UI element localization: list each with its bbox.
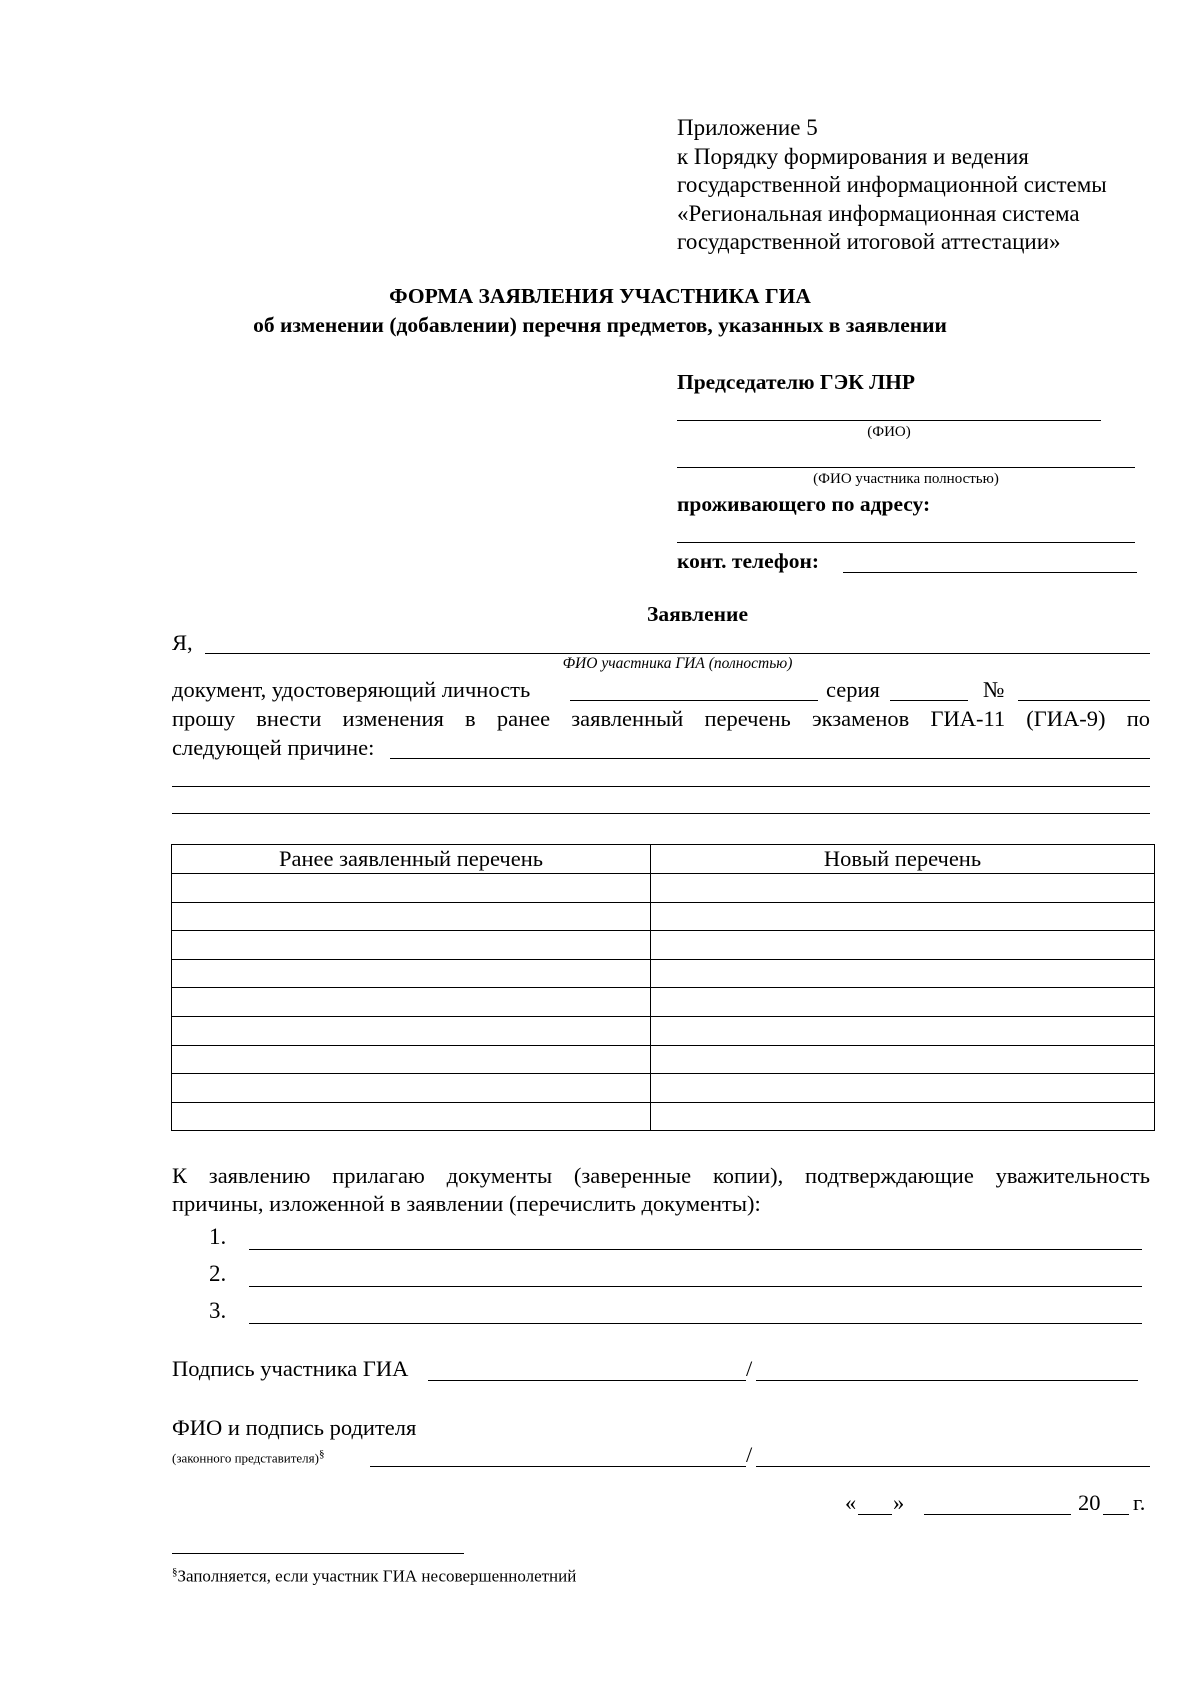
series-field[interactable] bbox=[890, 700, 968, 701]
date-open-quote: « bbox=[845, 1490, 857, 1515]
series-label: серия bbox=[826, 677, 880, 702]
participant-signature-label: Подпись участника ГИА bbox=[172, 1356, 409, 1381]
table-row bbox=[172, 874, 1155, 903]
number-label: № bbox=[983, 677, 1005, 702]
table-cell[interactable] bbox=[651, 1102, 1155, 1131]
reason-field-2[interactable] bbox=[172, 786, 1150, 787]
participant-caption: (ФИО участника полностью) bbox=[813, 471, 999, 487]
form-title: ФОРМА ЗАЯВЛЕНИЯ УЧАСТНИКА ГИА bbox=[389, 284, 811, 308]
table-cell[interactable] bbox=[651, 1016, 1155, 1045]
footnote-separator bbox=[172, 1553, 464, 1554]
reason-label: следующей причине: bbox=[172, 735, 375, 760]
parent-signature-field[interactable] bbox=[370, 1466, 746, 1467]
parent-sub-label bbox=[172, 1448, 324, 1466]
table-cell[interactable] bbox=[651, 988, 1155, 1017]
table-cell[interactable] bbox=[172, 931, 651, 960]
fio-caption: (ФИО) bbox=[867, 424, 911, 440]
footnote-text: Заполняется, если участник ГИА несовершеннолетний bbox=[177, 1566, 577, 1586]
signature-slash: / bbox=[746, 1442, 753, 1467]
form-subtitle: об изменении (добавлении) перечня предметов, указанных в заявлении bbox=[253, 313, 947, 337]
address-label: проживающего по адресу: bbox=[677, 492, 931, 516]
attachment-number: 1. bbox=[209, 1224, 227, 1249]
participant-signature-field[interactable] bbox=[428, 1380, 746, 1381]
parent-sub-label-text: (законного представителя) bbox=[172, 1450, 319, 1466]
table-cell[interactable] bbox=[172, 874, 651, 903]
doc-label: документ, удостоверяющий личность bbox=[172, 677, 531, 702]
chairman-fio-field[interactable] bbox=[677, 420, 1101, 421]
table-header-row bbox=[172, 845, 1155, 874]
statement-fio-caption: ФИО участника ГИА (полностью) bbox=[562, 655, 793, 672]
table-row bbox=[172, 1016, 1155, 1045]
appendix-line: «Региональная информационная система bbox=[677, 200, 1080, 226]
table-cell[interactable] bbox=[651, 959, 1155, 988]
statement-fio-field[interactable] bbox=[205, 653, 1150, 654]
table-cell[interactable] bbox=[172, 959, 651, 988]
attachments-text: К заявлению прилагаю документы (заверенные копии), подтверждающие уважительность bbox=[172, 1163, 1150, 1188]
table-cell[interactable] bbox=[651, 1074, 1155, 1103]
address-field[interactable] bbox=[677, 542, 1135, 543]
attachments-text-2: причины, изложенной в заявлении (перечислить документы): bbox=[172, 1191, 761, 1216]
header-new-list: Новый перечень bbox=[651, 845, 1155, 874]
date-month-field[interactable] bbox=[924, 1514, 1071, 1515]
appendix-line: государственной информационной системы bbox=[677, 172, 1107, 197]
table-cell[interactable] bbox=[172, 988, 651, 1017]
phone-label: конт. телефон: bbox=[677, 549, 820, 573]
reason-field-1[interactable] bbox=[390, 758, 1150, 759]
parent-signature-label: ФИО и подпись родителя bbox=[172, 1415, 417, 1440]
table-row bbox=[172, 902, 1155, 931]
attachment-field-3[interactable] bbox=[249, 1323, 1142, 1324]
i-label: Я, bbox=[172, 630, 193, 655]
footnote-mark: § bbox=[318, 1448, 325, 1460]
date-close-quote: » bbox=[893, 1490, 905, 1515]
table-row bbox=[172, 931, 1155, 960]
subjects-table bbox=[171, 844, 1155, 1131]
reason-field-3[interactable] bbox=[172, 813, 1150, 814]
addressee-label: Председателю ГЭК ЛНР bbox=[677, 370, 916, 394]
table-cell[interactable] bbox=[172, 1016, 651, 1045]
appendix-line: Приложение 5 bbox=[677, 115, 818, 140]
table-row bbox=[172, 1045, 1155, 1074]
phone-field[interactable] bbox=[843, 572, 1137, 573]
table-cell[interactable] bbox=[651, 1045, 1155, 1074]
date-year-prefix: 20 bbox=[1078, 1490, 1101, 1515]
table-row bbox=[172, 959, 1155, 988]
appendix-header bbox=[677, 114, 1107, 257]
number-field[interactable] bbox=[1018, 700, 1150, 701]
request-text: прошу внести изменения в ранее заявленный перечень экзаменов ГИА-11 (ГИА-9) по bbox=[172, 706, 1150, 731]
parent-name-field[interactable] bbox=[756, 1466, 1150, 1467]
table-row bbox=[172, 1102, 1155, 1131]
attachment-number: 2. bbox=[209, 1261, 227, 1286]
table-cell[interactable] bbox=[172, 1102, 651, 1131]
table-cell[interactable] bbox=[172, 1045, 651, 1074]
signature-slash: / bbox=[746, 1356, 753, 1381]
date-day-field[interactable] bbox=[858, 1514, 892, 1515]
attachment-number: 3. bbox=[209, 1298, 227, 1323]
appendix-line: к Порядку формирования и ведения bbox=[677, 143, 1029, 169]
date-year-field[interactable] bbox=[1103, 1514, 1129, 1515]
table-row bbox=[172, 1074, 1155, 1103]
table-row bbox=[172, 988, 1155, 1017]
attachment-field-1[interactable] bbox=[249, 1249, 1142, 1250]
table-cell[interactable] bbox=[172, 1074, 651, 1103]
date-year-suffix: г. bbox=[1133, 1490, 1146, 1515]
table-cell[interactable] bbox=[172, 902, 651, 931]
footnote-mark: § bbox=[172, 1566, 178, 1578]
table-cell[interactable] bbox=[651, 902, 1155, 931]
statement-heading: Заявление bbox=[647, 602, 748, 626]
footnote bbox=[172, 1566, 576, 1587]
doc-type-field[interactable] bbox=[570, 700, 818, 701]
participant-fio-field[interactable] bbox=[677, 467, 1135, 468]
table-cell[interactable] bbox=[651, 874, 1155, 903]
table-cell[interactable] bbox=[651, 931, 1155, 960]
participant-name-field[interactable] bbox=[756, 1380, 1138, 1381]
header-previous-list: Ранее заявленный перечень bbox=[172, 845, 651, 874]
attachment-field-2[interactable] bbox=[249, 1286, 1142, 1287]
appendix-line: государственной итоговой аттестации» bbox=[677, 229, 1061, 254]
